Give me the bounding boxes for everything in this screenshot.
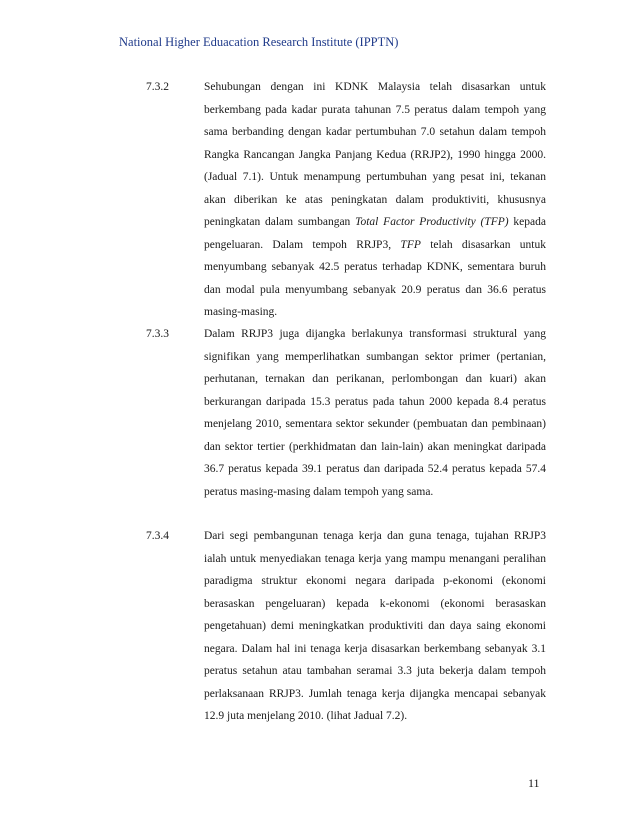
section-7-3-4 — [146, 525, 546, 728]
section-paragraph: Dari segi pembangunan tenaga kerja dan guna tenaga, tujahan RRJP3 ialah untuk menyediakan tenaga kerja yang mampu menangani peralihan paradigma struktur ekonomi negara daripada p-ekonomi (ekonomi berasaskan pengeluaran) kepada k-ekonomi (ekonomi berasaskan pengetahuan) demi meningkatkan produktiviti dan daya saing ekonomi negara. Dalam hal ini tenaga kerja disasarkan berkembang sebanyak 3.1 peratus setahun atau tambahan seramai 3.3 juta bekerja dalam tempoh perlaksanaan RRJP3. Jumlah tenaga kerja dijangka mencapai sebanyak 12.9 juta menjelang 2010. (lihat Jadual 7.2). — [204, 530, 546, 722]
section-number: 7.3.4 — [146, 530, 169, 542]
section-paragraph: Dalam RRJP3 juga dijangka berlakunya transformasi struktural yang signifikan yang memperlihatkan sumbangan sektor primer (pertanian, perhutanan, ternakan dan perikanan, perlombongan dan kuari) akan berkurangan daripada 15.3 peratus pada tahun 2000 kepada 8.4 peratus menjelang 2010, sementara sektor sekunder (pembuatan dan pembinaan) dan sektor tertier (perkhidmatan dan lain-lain) akan meningkat daripada 36.7 peratus kepada 39.1 peratus dan daripada 52.4 peratus kepada 57.4 peratus masing-masing dalam tempoh yang sama. — [204, 328, 546, 498]
italic-term: TFP — [400, 238, 421, 251]
section-7-3-3 — [146, 323, 546, 503]
page-header: National Higher Eduacation Research Institute (IPPTN) — [119, 35, 399, 49]
paragraph-text: kepada pengeluaran. Dalam tempoh RRJP3, — [204, 216, 546, 251]
section-number: 7.3.3 — [146, 328, 169, 340]
section-7-3-2 — [146, 76, 546, 324]
section-number: 7.3.2 — [146, 81, 169, 93]
italic-term: Total Factor Productivity (TFP) — [355, 216, 509, 228]
paragraph-text: Sehubungan dengan ini KDNK Malaysia telah disasarkan untuk berkembang pada kadar purata tahunan 7.5 peratus dalam tempoh yang sama berbanding dengan kadar pertumbuhan 7.0 setahun dalam tempoh Rangka Rancangan Jangka Panjang Kedua (RRJP2), 1990 hingga 2000. (Jadual 7.1). Untuk menampung pertumbuhan yang pesat ini, tekanan akan diberikan ke atas peningkatan dalam produktiviti, khususnya peningkatan dalam sumbangan — [204, 81, 546, 228]
paragraph-text: telah disasarkan untuk menyumbang sebanyak 42.5 peratus terhadap KDNK, sementara buruh dan modal pula menyumbang sebanyak 20.9 peratus dan 36.6 peratus masing-masing. — [204, 238, 546, 318]
section-paragraph — [204, 76, 546, 324]
page-number: 11 — [528, 776, 540, 790]
